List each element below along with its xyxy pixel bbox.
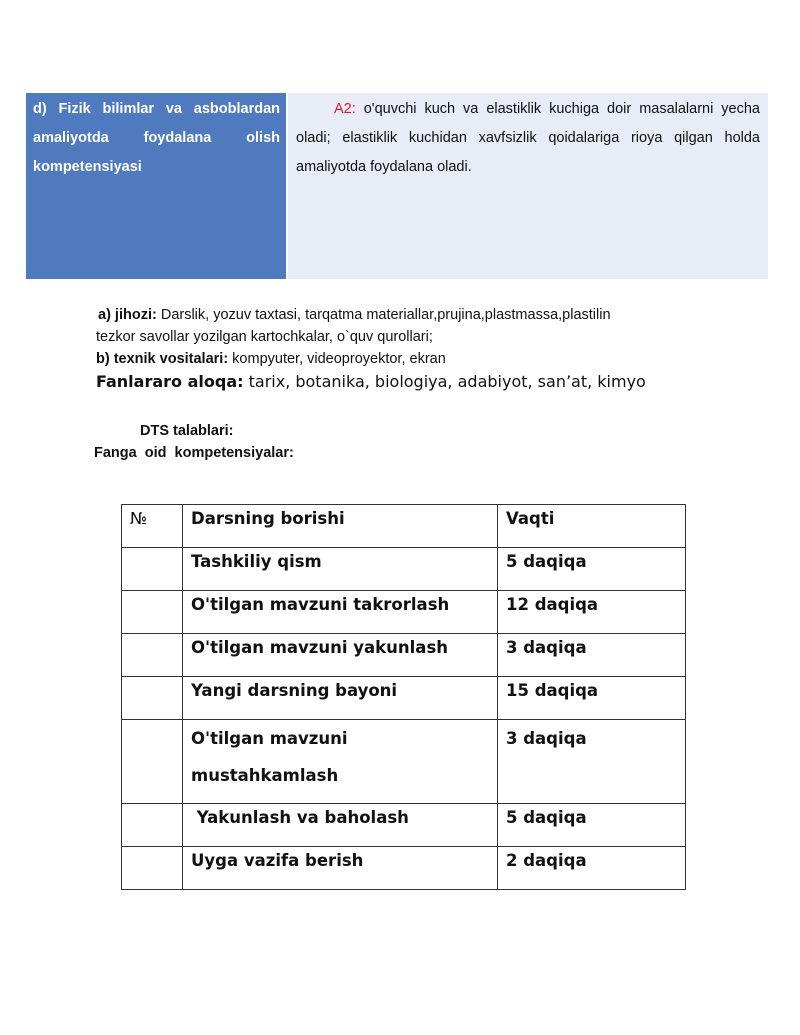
technical-text: kompyuter, videoproyektor, ekran [228, 351, 446, 367]
equipment-line-2: tezkor savollar yozilgan kartochkalar, o`quv qurollari; [96, 329, 433, 345]
table-row [122, 634, 686, 677]
row-number [122, 548, 183, 591]
row-number [122, 677, 183, 720]
row-time: 12 daqiqa [498, 591, 686, 634]
table-header-row [122, 505, 686, 548]
table-row [122, 720, 686, 804]
competency-table [26, 93, 768, 279]
header-number: № [122, 505, 183, 548]
row-activity: Yangi darsning bayoni [183, 677, 498, 720]
dts-heading: DTS talablari: [140, 423, 234, 439]
row-number [122, 591, 183, 634]
table-row [122, 548, 686, 591]
technical-label: b) texnik vositalari: [96, 351, 229, 367]
competency-name: d) Fizik bilimlar va asboblardan amaliyotda foydalana olish kompetensiyasi [33, 101, 280, 175]
row-number [122, 720, 183, 804]
equipment-line [96, 304, 611, 326]
competency-description: o'quvchi kuch va elastiklik kuchiga doir masalalarni yecha oladi; elastiklik kuchidan xavfsizlik qoidalariga rioya qilgan holda amaliyotda foydalana oladi. [296, 101, 760, 175]
row-activity: Uyga vazifa berish [183, 847, 498, 890]
row-activity: O'tilgan mavzuni takrorlash [183, 591, 498, 634]
row-activity: Tashkiliy qism [183, 548, 498, 591]
competency-description-cell [288, 93, 768, 279]
table-row [122, 847, 686, 890]
row-activity: O'tilgan mavzuni yakunlash [183, 634, 498, 677]
row-time: 3 daqiqa [498, 634, 686, 677]
row-time: 15 daqiqa [498, 677, 686, 720]
competency-code: A2: [334, 101, 356, 117]
table-row [122, 804, 686, 847]
technical-line [96, 348, 611, 370]
interdisciplinary-line [96, 372, 646, 391]
row-time: 3 daqiqa [498, 720, 686, 804]
equipment-label: a) jihozi: [98, 307, 157, 323]
subject-competencies-heading: Fanga oid kompetensiyalar: [94, 445, 294, 461]
competency-name-cell [26, 93, 288, 279]
header-time: Vaqti [498, 505, 686, 548]
row-number [122, 847, 183, 890]
row-time: 2 daqiqa [498, 847, 686, 890]
equipment-text: Darslik, yozuv taxtasi, tarqatma materiallar,prujina,plastmassa,plastilin [156, 307, 611, 323]
row-activity: O'tilgan mavzuni mustahkamlash [183, 720, 498, 804]
header-activity: Darsning borishi [183, 505, 498, 548]
table-row [122, 591, 686, 634]
row-number [122, 804, 183, 847]
row-time: 5 daqiqa [498, 548, 686, 591]
table-row [122, 677, 686, 720]
row-time: 5 daqiqa [498, 804, 686, 847]
interdisciplinary-label: Fanlararo aloqa: [96, 372, 244, 391]
lesson-plan-table [121, 504, 686, 890]
row-activity: Yakunlash va baholash [183, 804, 498, 847]
row-number [122, 634, 183, 677]
equipment-section [96, 304, 611, 370]
interdisciplinary-text: tarix, botanika, biologiya, adabiyot, san’at, kimyo [243, 372, 646, 391]
